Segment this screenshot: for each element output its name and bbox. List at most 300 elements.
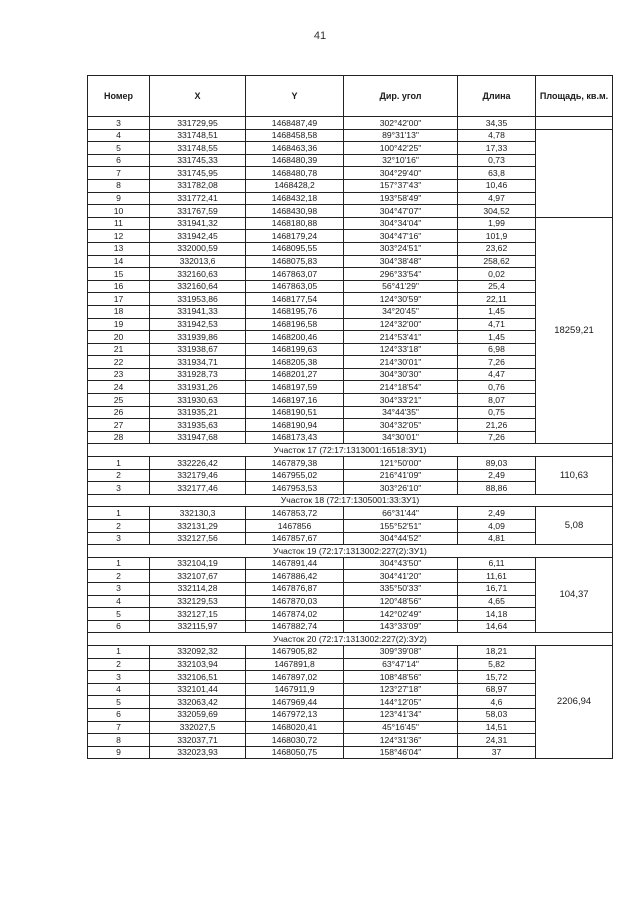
angle-cell: 303°26'10" <box>344 482 458 495</box>
y-cell: 1467874,02 <box>246 608 344 621</box>
x-cell: 332023,93 <box>150 746 246 759</box>
x-cell: 332129,53 <box>150 595 246 608</box>
point-number-cell: 14 <box>88 255 150 268</box>
y-cell: 1468480,39 <box>246 154 344 167</box>
y-cell: 1468177,54 <box>246 293 344 306</box>
angle-cell: 34°30'01" <box>344 431 458 444</box>
point-number-cell: 18 <box>88 305 150 318</box>
x-cell: 332013,6 <box>150 255 246 268</box>
header-number: Номер <box>88 76 150 117</box>
x-cell: 332179,46 <box>150 469 246 482</box>
point-number-cell: 6 <box>88 620 150 633</box>
coordinates-table <box>87 75 613 759</box>
x-cell: 331953,86 <box>150 293 246 306</box>
y-cell: 1468430,98 <box>246 205 344 218</box>
length-cell: 6,11 <box>458 557 536 570</box>
angle-cell: 304°38'48" <box>344 255 458 268</box>
x-cell: 332059,69 <box>150 708 246 721</box>
length-cell: 34,35 <box>458 117 536 130</box>
length-cell: 1,45 <box>458 305 536 318</box>
y-cell: 1467879,38 <box>246 457 344 470</box>
angle-cell: 193°58'49" <box>344 192 458 205</box>
point-number-cell: 3 <box>88 482 150 495</box>
x-cell: 331934,71 <box>150 356 246 369</box>
length-cell: 5,82 <box>458 658 536 671</box>
angle-cell: 304°30'30" <box>344 368 458 381</box>
angle-cell: 32°10'16" <box>344 154 458 167</box>
length-cell: 304,52 <box>458 205 536 218</box>
length-cell: 4,65 <box>458 595 536 608</box>
length-cell: 11,61 <box>458 570 536 583</box>
point-number-cell: 4 <box>88 129 150 142</box>
table-row <box>88 117 613 130</box>
length-cell: 1,99 <box>458 217 536 230</box>
table-row <box>88 708 613 721</box>
y-cell: 1467953,53 <box>246 482 344 495</box>
y-cell: 1467882,74 <box>246 620 344 633</box>
length-cell: 22,11 <box>458 293 536 306</box>
angle-cell: 304°43'50" <box>344 557 458 570</box>
point-number-cell: 4 <box>88 683 150 696</box>
point-number-cell: 22 <box>88 356 150 369</box>
header-angle: Дир. угол <box>344 76 458 117</box>
x-cell: 332092,32 <box>150 645 246 658</box>
angle-cell: 124°32'00" <box>344 318 458 331</box>
y-cell: 1468458,58 <box>246 129 344 142</box>
angle-cell: 304°41'20" <box>344 570 458 583</box>
table-row <box>88 419 613 432</box>
point-number-cell: 5 <box>88 608 150 621</box>
table-body <box>88 117 613 759</box>
section-title-row <box>88 633 613 646</box>
y-cell: 1468173,43 <box>246 431 344 444</box>
table-row <box>88 746 613 759</box>
table-header-row <box>88 76 613 117</box>
area-cell: 18259,21 <box>536 217 613 444</box>
y-cell: 1468201,27 <box>246 368 344 381</box>
y-cell: 1468075,83 <box>246 255 344 268</box>
x-cell: 332115,97 <box>150 620 246 633</box>
angle-cell: 302°42'00" <box>344 117 458 130</box>
x-cell: 332160,63 <box>150 268 246 281</box>
angle-cell: 304°34'04" <box>344 217 458 230</box>
table-row <box>88 671 613 684</box>
point-number-cell: 23 <box>88 368 150 381</box>
length-cell: 4,97 <box>458 192 536 205</box>
angle-cell: 63°47'14" <box>344 658 458 671</box>
point-number-cell: 17 <box>88 293 150 306</box>
y-cell: 1467857,67 <box>246 532 344 545</box>
point-number-cell: 3 <box>88 532 150 545</box>
x-cell: 332104,19 <box>150 557 246 570</box>
section-title-row <box>88 494 613 507</box>
point-number-cell: 24 <box>88 381 150 394</box>
x-cell: 331930,63 <box>150 394 246 407</box>
x-cell: 331947,68 <box>150 431 246 444</box>
point-number-cell: 28 <box>88 431 150 444</box>
length-cell: 4,09 <box>458 520 536 533</box>
angle-cell: 89°31'13" <box>344 129 458 142</box>
point-number-cell: 10 <box>88 205 150 218</box>
angle-cell: 155°52'51" <box>344 520 458 533</box>
angle-cell: 34°20'45" <box>344 305 458 318</box>
length-cell: 68,97 <box>458 683 536 696</box>
table-row <box>88 368 613 381</box>
header-x: X <box>150 76 246 117</box>
x-cell: 332063,42 <box>150 696 246 709</box>
y-cell: 1468050,75 <box>246 746 344 759</box>
y-cell: 1468487,49 <box>246 117 344 130</box>
length-cell: 21,26 <box>458 419 536 432</box>
point-number-cell: 27 <box>88 419 150 432</box>
length-cell: 4,6 <box>458 696 536 709</box>
y-cell: 1468030,72 <box>246 734 344 747</box>
area-cell: 5,08 <box>536 507 613 545</box>
x-cell: 331782,08 <box>150 179 246 192</box>
y-cell: 1467891,44 <box>246 557 344 570</box>
angle-cell: 124°30'59" <box>344 293 458 306</box>
table-row <box>88 507 613 520</box>
point-number-cell: 5 <box>88 142 150 155</box>
point-number-cell: 8 <box>88 179 150 192</box>
length-cell: 4,81 <box>458 532 536 545</box>
y-cell: 1468197,16 <box>246 394 344 407</box>
x-cell: 331729,95 <box>150 117 246 130</box>
table-row <box>88 482 613 495</box>
y-cell: 1468200,46 <box>246 331 344 344</box>
section-title: Участок 17 (72:17:1313001:16518:ЗУ1) <box>88 444 613 457</box>
length-cell: 0,02 <box>458 268 536 281</box>
length-cell: 4,71 <box>458 318 536 331</box>
y-cell: 1468463,36 <box>246 142 344 155</box>
y-cell: 1468179,24 <box>246 230 344 243</box>
table-row <box>88 192 613 205</box>
point-number-cell: 21 <box>88 343 150 356</box>
angle-cell: 335°50'33" <box>344 582 458 595</box>
area-cell: 2206,94 <box>536 645 613 758</box>
table-row <box>88 255 613 268</box>
point-number-cell: 6 <box>88 708 150 721</box>
x-cell: 332101,44 <box>150 683 246 696</box>
y-cell: 1467876,87 <box>246 582 344 595</box>
angle-cell: 100°42'25" <box>344 142 458 155</box>
y-cell: 1468432,18 <box>246 192 344 205</box>
angle-cell: 157°37'43" <box>344 179 458 192</box>
length-cell: 1,45 <box>458 331 536 344</box>
table-row <box>88 406 613 419</box>
angle-cell: 123°27'18" <box>344 683 458 696</box>
x-cell: 332177,46 <box>150 482 246 495</box>
point-number-cell: 1 <box>88 457 150 470</box>
x-cell: 331941,33 <box>150 305 246 318</box>
table-row <box>88 582 613 595</box>
table-row <box>88 230 613 243</box>
header-length: Длина <box>458 76 536 117</box>
angle-cell: 303°24'51" <box>344 242 458 255</box>
y-cell: 1467911,9 <box>246 683 344 696</box>
angle-cell: 304°47'16" <box>344 230 458 243</box>
angle-cell: 144°12'05" <box>344 696 458 709</box>
length-cell: 18,21 <box>458 645 536 658</box>
x-cell: 331942,53 <box>150 318 246 331</box>
angle-cell: 304°32'05" <box>344 419 458 432</box>
x-cell: 332127,15 <box>150 608 246 621</box>
point-number-cell: 15 <box>88 268 150 281</box>
angle-cell: 158°46'04" <box>344 746 458 759</box>
angle-cell: 142°02'49" <box>344 608 458 621</box>
x-cell: 332127,56 <box>150 532 246 545</box>
point-number-cell: 1 <box>88 507 150 520</box>
length-cell: 0,75 <box>458 406 536 419</box>
table-row <box>88 305 613 318</box>
point-number-cell: 2 <box>88 658 150 671</box>
y-cell: 1467886,42 <box>246 570 344 583</box>
length-cell: 2,49 <box>458 469 536 482</box>
table-row <box>88 331 613 344</box>
length-cell: 25,4 <box>458 280 536 293</box>
length-cell: 16,71 <box>458 582 536 595</box>
x-cell: 332226,42 <box>150 457 246 470</box>
y-cell: 1467891,8 <box>246 658 344 671</box>
angle-cell: 304°33'21" <box>344 394 458 407</box>
length-cell: 37 <box>458 746 536 759</box>
area-cell <box>536 117 613 130</box>
angle-cell: 45°16'45" <box>344 721 458 734</box>
length-cell: 24,31 <box>458 734 536 747</box>
length-cell: 63,8 <box>458 167 536 180</box>
point-number-cell: 5 <box>88 696 150 709</box>
table-row <box>88 154 613 167</box>
x-cell: 332037,71 <box>150 734 246 747</box>
y-cell: 1467969,44 <box>246 696 344 709</box>
angle-cell: 214°53'41" <box>344 331 458 344</box>
y-cell: 1468480,78 <box>246 167 344 180</box>
table-row <box>88 557 613 570</box>
table-row <box>88 469 613 482</box>
angle-cell: 304°47'07" <box>344 205 458 218</box>
length-cell: 7,26 <box>458 356 536 369</box>
angle-cell: 66°31'44" <box>344 507 458 520</box>
length-cell: 89,03 <box>458 457 536 470</box>
length-cell: 14,64 <box>458 620 536 633</box>
angle-cell: 124°33'18" <box>344 343 458 356</box>
y-cell: 1468197,59 <box>246 381 344 394</box>
y-cell: 1468190,51 <box>246 406 344 419</box>
angle-cell: 120°48'56" <box>344 595 458 608</box>
length-cell: 15,72 <box>458 671 536 684</box>
length-cell: 4,78 <box>458 129 536 142</box>
y-cell: 1468180,88 <box>246 217 344 230</box>
table-row <box>88 457 613 470</box>
y-cell: 1467856 <box>246 520 344 533</box>
length-cell: 14,51 <box>458 721 536 734</box>
length-cell: 23,62 <box>458 242 536 255</box>
y-cell: 1467863,07 <box>246 268 344 281</box>
x-cell: 331748,55 <box>150 142 246 155</box>
area-cell <box>536 129 613 217</box>
point-number-cell: 1 <box>88 645 150 658</box>
length-cell: 0,76 <box>458 381 536 394</box>
table-row <box>88 167 613 180</box>
point-number-cell: 3 <box>88 671 150 684</box>
length-cell: 0,73 <box>458 154 536 167</box>
point-number-cell: 20 <box>88 331 150 344</box>
point-number-cell: 11 <box>88 217 150 230</box>
point-number-cell: 9 <box>88 746 150 759</box>
x-cell: 332027,5 <box>150 721 246 734</box>
length-cell: 8,07 <box>458 394 536 407</box>
angle-cell: 108°48'56" <box>344 671 458 684</box>
table-row <box>88 734 613 747</box>
table-row <box>88 129 613 142</box>
point-number-cell: 4 <box>88 595 150 608</box>
table-row <box>88 595 613 608</box>
angle-cell: 304°29'40" <box>344 167 458 180</box>
page-number: 41 <box>313 30 327 42</box>
y-cell: 1468195,76 <box>246 305 344 318</box>
table-row <box>88 142 613 155</box>
y-cell: 1467905,82 <box>246 645 344 658</box>
angle-cell: 143°33'09" <box>344 620 458 633</box>
length-cell: 258,62 <box>458 255 536 268</box>
point-number-cell: 2 <box>88 570 150 583</box>
table-row <box>88 394 613 407</box>
length-cell: 17,33 <box>458 142 536 155</box>
point-number-cell: 7 <box>88 721 150 734</box>
table-row <box>88 217 613 230</box>
x-cell: 331939,86 <box>150 331 246 344</box>
length-cell: 88,86 <box>458 482 536 495</box>
area-cell: 104,37 <box>536 557 613 633</box>
table-row <box>88 608 613 621</box>
x-cell: 331772,41 <box>150 192 246 205</box>
point-number-cell: 1 <box>88 557 150 570</box>
header-area: Площадь, кв.м. <box>536 76 613 117</box>
angle-cell: 214°18'54" <box>344 381 458 394</box>
y-cell: 1468020,41 <box>246 721 344 734</box>
point-number-cell: 8 <box>88 734 150 747</box>
angle-cell: 56°41'29" <box>344 280 458 293</box>
table-row <box>88 293 613 306</box>
angle-cell: 123°41'34" <box>344 708 458 721</box>
section-title: Участок 20 (72:17:1313002:227(2):ЗУ2) <box>88 633 613 646</box>
point-number-cell: 7 <box>88 167 150 180</box>
table-row <box>88 645 613 658</box>
table-row <box>88 683 613 696</box>
point-number-cell: 3 <box>88 117 150 130</box>
table-row <box>88 658 613 671</box>
table-row <box>88 318 613 331</box>
table-row <box>88 532 613 545</box>
x-cell: 332106,51 <box>150 671 246 684</box>
section-title-row <box>88 545 613 558</box>
length-cell: 2,49 <box>458 507 536 520</box>
point-number-cell: 12 <box>88 230 150 243</box>
y-cell: 1468205,38 <box>246 356 344 369</box>
table-row <box>88 242 613 255</box>
angle-cell: 304°44'52" <box>344 532 458 545</box>
angle-cell: 296°33'54" <box>344 268 458 281</box>
table-row <box>88 280 613 293</box>
point-number-cell: 16 <box>88 280 150 293</box>
x-cell: 331767,59 <box>150 205 246 218</box>
y-cell: 1468095,55 <box>246 242 344 255</box>
table-row <box>88 381 613 394</box>
x-cell: 331928,73 <box>150 368 246 381</box>
y-cell: 1467863,05 <box>246 280 344 293</box>
x-cell: 332000,59 <box>150 242 246 255</box>
x-cell: 332114,28 <box>150 582 246 595</box>
y-cell: 1467870,03 <box>246 595 344 608</box>
y-cell: 1468196,58 <box>246 318 344 331</box>
x-cell: 331935,21 <box>150 406 246 419</box>
table-row <box>88 179 613 192</box>
x-cell: 331935,63 <box>150 419 246 432</box>
length-cell: 4,47 <box>458 368 536 381</box>
x-cell: 331745,33 <box>150 154 246 167</box>
angle-cell: 124°31'36" <box>344 734 458 747</box>
x-cell: 331745,95 <box>150 167 246 180</box>
point-number-cell: 26 <box>88 406 150 419</box>
table-row <box>88 356 613 369</box>
table-row <box>88 431 613 444</box>
x-cell: 331941,32 <box>150 217 246 230</box>
table-row <box>88 696 613 709</box>
point-number-cell: 2 <box>88 469 150 482</box>
x-cell: 331931,26 <box>150 381 246 394</box>
area-cell: 110,63 <box>536 457 613 495</box>
angle-cell: 121°50'00" <box>344 457 458 470</box>
angle-cell: 309°39'08" <box>344 645 458 658</box>
length-cell: 58,03 <box>458 708 536 721</box>
y-cell: 1468190,94 <box>246 419 344 432</box>
y-cell: 1467853,72 <box>246 507 344 520</box>
table-row <box>88 343 613 356</box>
table-row <box>88 205 613 218</box>
angle-cell: 34°44'35" <box>344 406 458 419</box>
y-cell: 1468428,2 <box>246 179 344 192</box>
x-cell: 332130,3 <box>150 507 246 520</box>
point-number-cell: 25 <box>88 394 150 407</box>
y-cell: 1467897,02 <box>246 671 344 684</box>
table-row <box>88 721 613 734</box>
length-cell: 101,9 <box>458 230 536 243</box>
point-number-cell: 3 <box>88 582 150 595</box>
angle-cell: 214°30'01" <box>344 356 458 369</box>
point-number-cell: 19 <box>88 318 150 331</box>
y-cell: 1468199,63 <box>246 343 344 356</box>
x-cell: 332107,67 <box>150 570 246 583</box>
x-cell: 332131,29 <box>150 520 246 533</box>
x-cell: 332103,94 <box>150 658 246 671</box>
point-number-cell: 13 <box>88 242 150 255</box>
y-cell: 1467972,13 <box>246 708 344 721</box>
section-title: Участок 19 (72:17:1313002:227(2):ЗУ1) <box>88 545 613 558</box>
y-cell: 1467955,02 <box>246 469 344 482</box>
x-cell: 331748,51 <box>150 129 246 142</box>
point-number-cell: 2 <box>88 520 150 533</box>
header-y: Y <box>246 76 344 117</box>
section-title: Участок 18 (72:17:1305001:33:ЗУ1) <box>88 494 613 507</box>
table-row <box>88 268 613 281</box>
length-cell: 14,18 <box>458 608 536 621</box>
x-cell: 331938,67 <box>150 343 246 356</box>
table-row <box>88 520 613 533</box>
x-cell: 331942,45 <box>150 230 246 243</box>
point-number-cell: 9 <box>88 192 150 205</box>
point-number-cell: 6 <box>88 154 150 167</box>
angle-cell: 216°41'09" <box>344 469 458 482</box>
